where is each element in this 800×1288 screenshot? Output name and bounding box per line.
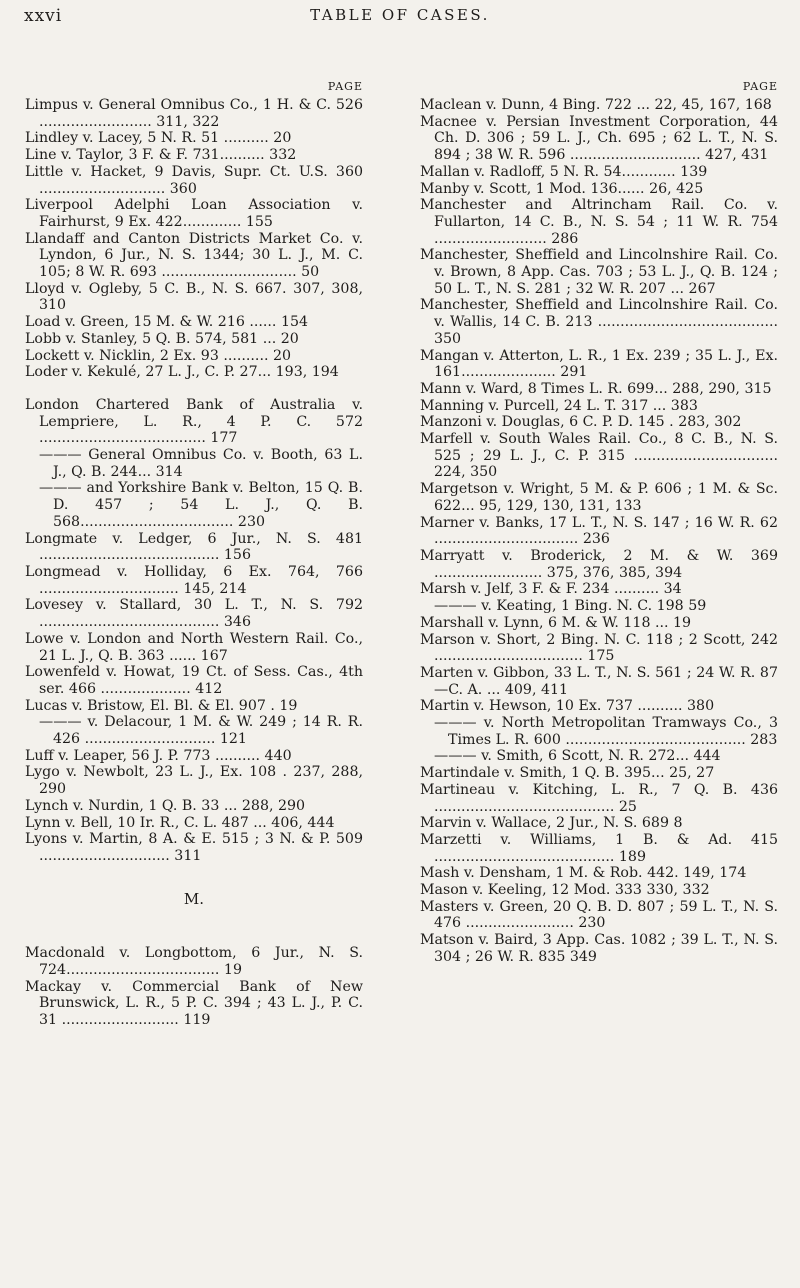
case-entry: Lucas v. Bristow, El. Bl. & El. 907 . 19 [25,697,298,714]
case-entry: Lowe v. London and North Western Rail. Co., 21 L. J., Q. B. 363 ...... 167 [25,630,363,664]
case-list-l-b [25,397,363,865]
case-entry: Liverpool Adelphi Loan Association v. Fairhurst, 9 Ex. 422............. 155 [25,197,363,230]
case-entry: Mash v. Densham, 1 M. & Rob. 442. 149, 174 [420,865,747,882]
case-entry: Longmead v. Holliday, 6 Ex. 764, 766 ............................... 145, 214 [25,563,363,597]
case-entry: Margetson v. Wright, 5 M. & P. 606 ; 1 M. & Sc. 622... 95, 129, 130, 131, 133 [420,481,778,514]
case-entry: Manning v. Purcell, 24 L. T. 317 ... 383 [420,397,698,414]
case-entry: Manchester, Sheffield and Lincolnshire Rail. Co. v. Brown, 8 App. Cas. 703 ; 53 L. J., Q. B. 124 ; 50 L. T., N. S. 281 ; 32 W. R. 207 ... 267 [420,247,778,297]
page-column-label: PAGE [327,80,363,93]
case-entry: Marsh v. Jelf, 3 F. & F. 234 .......... 34 [420,581,682,598]
case-entry: ——— v. Keating, 1 Bing. N. C. 198 59 [434,598,707,615]
page-column-label: PAGE [742,80,778,93]
case-entry: Maclean v. Dunn, 4 Bing. 722 ... 22, 45, 167, 168 [420,97,772,113]
case-entry: ——— and Yorkshire Bank v. Belton, 15 Q. B. D. 457 ; 54 L. J., Q. B. 568.................................. 230 [39,480,363,530]
case-entry: Marryatt v. Broderick, 2 M. & W. 369 ........................ 375, 376, 385, 394 [420,547,778,581]
case-entry: Mackay v. Commercial Bank of New Brunswick, L. R., 5 P. C. 394 ; 43 L. J., P. C. 31 .......................... 119 [25,978,363,1029]
case-list-m-right [420,97,778,966]
case-entry: London Chartered Bank of Australia v. Lempriere, L. R., 4 P. C. 572 ..................................... 177 [25,396,363,447]
case-entry: ——— v. North Metropolitan Tramways Co., 3 Times L. R. 600 ........................................ 283 [434,715,778,748]
case-entry: Marson v. Short, 2 Bing. N. C. 118 ; 2 Scott, 242 ................................. 175 [420,631,778,665]
case-entry: Line v. Taylor, 3 F. & F. 731.......... 332 [25,147,297,164]
left-column [25,80,363,1029]
case-entry: ——— General Omnibus Co. v. Booth, 63 L. J., Q. B. 244... 314 [39,447,363,480]
case-entry: Mason v. Keeling, 12 Mod. 333 330, 332 [420,882,710,899]
case-entry: Luff v. Leaper, 56 J. P. 773 .......... 440 [25,747,292,764]
case-entry: Macnee v. Persian Investment Corporation, 44 Ch. D. 306 ; 59 L. J., Ch. 695 ; 62 L. T., N. S. 894 ; 38 W. R. 596 ............................. 427, 431 [420,113,778,164]
case-entry: Loder v. Kekulé, 27 L. J., C. P. 27... 193, 194 [25,364,339,381]
case-entry: Manzoni v. Douglas, 6 C. P. D. 145 . 283, 302 [420,414,742,431]
case-entry: Lloyd v. Ogleby, 5 C. B., N. S. 667. 307, 308, 310 [25,280,363,314]
case-entry: Manby v. Scott, 1 Mod. 136...... 26, 425 [420,180,704,197]
case-entry: Lyons v. Martin, 8 A. & E. 515 ; 3 N. & P. 509 ............................. 311 [25,831,363,864]
case-entry: Lynch v. Nurdin, 1 Q. B. 33 ... 288, 290 [25,797,306,814]
case-entry: Load v. Green, 15 M. & W. 216 ...... 154 [25,314,309,331]
case-entry: Mallan v. Radloff, 5 N. R. 54............ 139 [420,163,708,180]
case-entry: Matson v. Baird, 3 App. Cas. 1082 ; 39 L. T., N. S. 304 ; 26 W. R. 835 349 [420,932,778,965]
page-number: xxvi [24,6,63,26]
right-column [420,80,778,966]
case-entry: Macdonald v. Longbottom, 6 Jur., N. S. 724.................................. 19 [25,945,363,979]
case-entry: Marzetti v. Williams, 1 B. & Ad. 415 ........................................ 189 [420,831,778,865]
case-entry: Marshall v. Lynn, 6 M. & W. 118 ... 19 [420,614,692,631]
case-entry: Marvin v. Wallace, 2 Jur., N. S. 689 8 [420,815,683,832]
case-entry: Martindale v. Smith, 1 Q. B. 395... 25, 27 [420,765,715,782]
case-entry: Mann v. Ward, 8 Times L. R. 699... 288, 290, 315 [420,380,772,397]
case-entry: Lowenfeld v. Howat, 19 Ct. of Sess. Cas., 4th ser. 466 .................... 412 [25,664,363,697]
case-entry: Little v. Hacket, 9 Davis, Supr. Ct. U.S. 360 ............................ 360 [25,163,363,197]
case-entry: Marner v. Banks, 17 L. T., N. S. 147 ; 16 W. R. 62 ................................ 236 [420,514,778,548]
case-entry: Llandaff and Canton Districts Market Co. v. Lyndon, 6 Jur., N. S. 1344; 30 L. J., M. C. 105; 8 W. R. 693 .............................. 50 [25,230,363,281]
case-entry: Mangan v. Atterton, L. R., 1 Ex. 239 ; 35 L. J., Ex. 161..................... 291 [420,347,778,381]
case-list-l-a [25,97,363,381]
case-entry: Lindley v. Lacey, 5 N. R. 51 .......... 20 [25,130,292,147]
case-entry: ——— v. Delacour, 1 M. & W. 249 ; 14 R. R. 426 ............................. 121 [39,714,363,748]
case-entry: Marfell v. South Wales Rail. Co., 8 C. B., N. S. 525 ; 29 L. J., C. P. 315 ................................ 224, 350 [420,431,778,481]
case-entry: Manchester, Sheffield and Lincolnshire Rail. Co. v. Wallis, 14 C. B. 213 ........................................ 350 [420,297,778,347]
case-entry: Limpus v. General Omnibus Co., 1 H. & C. 526 ......................... 311, 322 [25,97,363,130]
case-entry: Marten v. Gibbon, 33 L. T., N. S. 561 ; 24 W. R. 87—C. A. ... 409, 411 [420,664,778,698]
case-list-m [25,945,363,1029]
case-entry: Martin v. Hewson, 10 Ex. 737 .......... 380 [420,698,715,715]
case-entry: Masters v. Green, 20 Q. B. D. 807 ; 59 L. T., N. S. 476 ........................ 230 [420,898,778,932]
case-entry: Longmate v. Ledger, 6 Jur., N. S. 481 ........................................ 156 [25,530,363,564]
case-entry: Manchester and Altrincham Rail. Co. v. Fullarton, 14 C. B., N. S. 54 ; 11 W. R. 754 ......................... 286 [420,197,778,247]
case-entry: Lynn v. Bell, 10 Ir. R., C. L. 487 ... 406, 444 [25,814,335,831]
case-entry: Lygo v. Newbolt, 23 L. J., Ex. 108 . 237, 288, 290 [25,764,363,798]
case-entry: Lockett v. Nicklin, 2 Ex. 93 .......... 20 [25,347,292,364]
case-entry: Lobb v. Stanley, 5 Q. B. 574, 581 ... 20 [25,330,299,347]
case-entry: ——— v. Smith, 6 Scott, N. R. 272... 444 [434,748,721,765]
case-entry: Martineau v. Kitching, L. R., 7 Q. B. 436 ........................................ 25 [420,781,778,815]
section-letter: M. [183,889,205,908]
running-head: TABLE OF CASES. [310,6,490,24]
case-entry: Lovesey v. Stallard, 30 L. T., N. S. 792 ........................................ 346 [25,597,363,631]
